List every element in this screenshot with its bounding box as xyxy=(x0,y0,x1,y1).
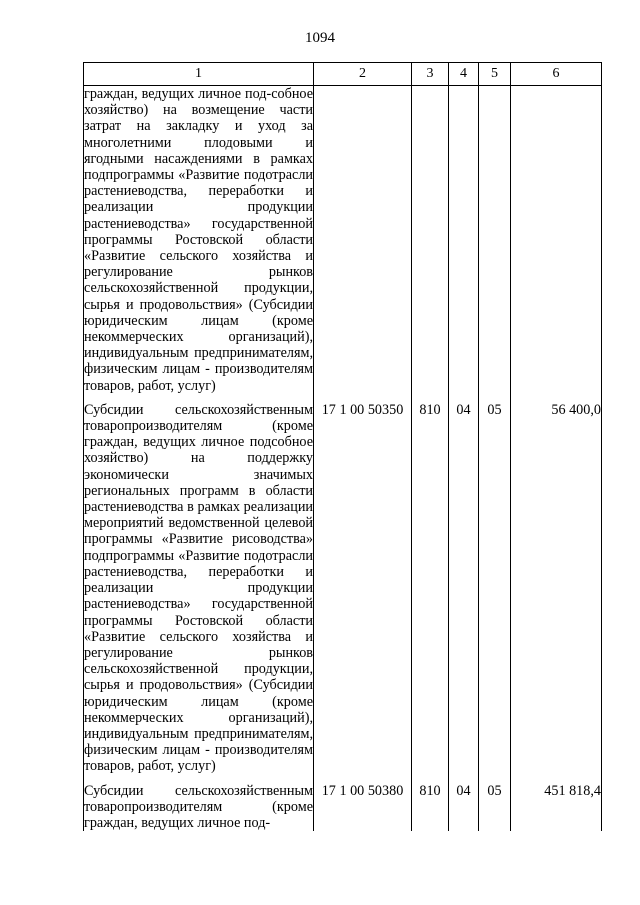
column-header: 2 xyxy=(314,63,412,86)
page-number: 1094 xyxy=(305,30,335,46)
column-header: 6 xyxy=(511,63,602,86)
expense-type-code: 810 xyxy=(412,775,449,832)
row-description: граждан, ведущих личное под-собное хозяйство) на возмещение части затрат на закладку и уход за многолетними плодовыми и ягодными насаждениями в рамках подпрограммы «Развитие подотрасли растениеводства, переработки и реализации продукции растениеводства» государственной программы Ростовской области «Развитие сельского хозяйства и регулирование рынков сельскохозяйственной продукции, сырья и продовольствия» (Субсидии юридическим лицам (кроме некоммерческих организаций), индивидуальным предпринимателям, физическим лицам - производителям товаров, работ, услуг) xyxy=(84,86,313,394)
column-header: 5 xyxy=(479,63,511,86)
column-header: 1 xyxy=(84,63,314,86)
budget-table xyxy=(83,62,602,831)
table-row xyxy=(84,86,602,394)
target-article-code: 17 1 00 50380 xyxy=(314,775,412,832)
table-header-row xyxy=(84,63,602,86)
row-description: Субсидии сельскохозяйственным товаропроизводителям (кроме граждан, ведущих личное под- xyxy=(84,775,314,832)
column-header: 3 xyxy=(412,63,449,86)
subsection-code xyxy=(479,86,511,394)
section-code: 04 xyxy=(449,775,479,832)
expense-type-code: 810 xyxy=(412,394,449,775)
table-row xyxy=(84,394,602,775)
amount-value: 56 400,0 xyxy=(511,394,602,775)
subsection-code: 05 xyxy=(479,775,511,832)
subsection-code: 05 xyxy=(479,394,511,775)
target-article-code: 17 1 00 50350 xyxy=(314,394,412,775)
column-header: 4 xyxy=(449,63,479,86)
table-row xyxy=(84,775,602,832)
target-article-code xyxy=(314,86,412,394)
expense-type-code xyxy=(412,86,449,394)
row-description: Субсидии сельскохозяйственным товаропроизводителям (кроме граждан, ведущих личное подсобное хозяйство) на поддержку экономически значимых региональных программ в области растениеводства в рамках реализации мероприятий ведомственной целевой программы «Развитие рисоводства» подпрограммы «Развитие подотрасли растениеводства, переработки и реализации продукции растениеводства» государственной программы Ростовской области «Развитие сельского хозяйства и регулирование рынков сельскохозяйственной продукции, сырья и продовольствия» (Субсидии юридическим лицам (кроме некоммерческих организаций), индивидуальным предпринимателям, физическим лицам - производителям товаров, работ, услуг) xyxy=(84,394,314,775)
amount-value: 451 818,4 xyxy=(511,775,602,832)
section-code: 04 xyxy=(449,394,479,775)
amount-value xyxy=(511,86,602,394)
section-code xyxy=(449,86,479,394)
